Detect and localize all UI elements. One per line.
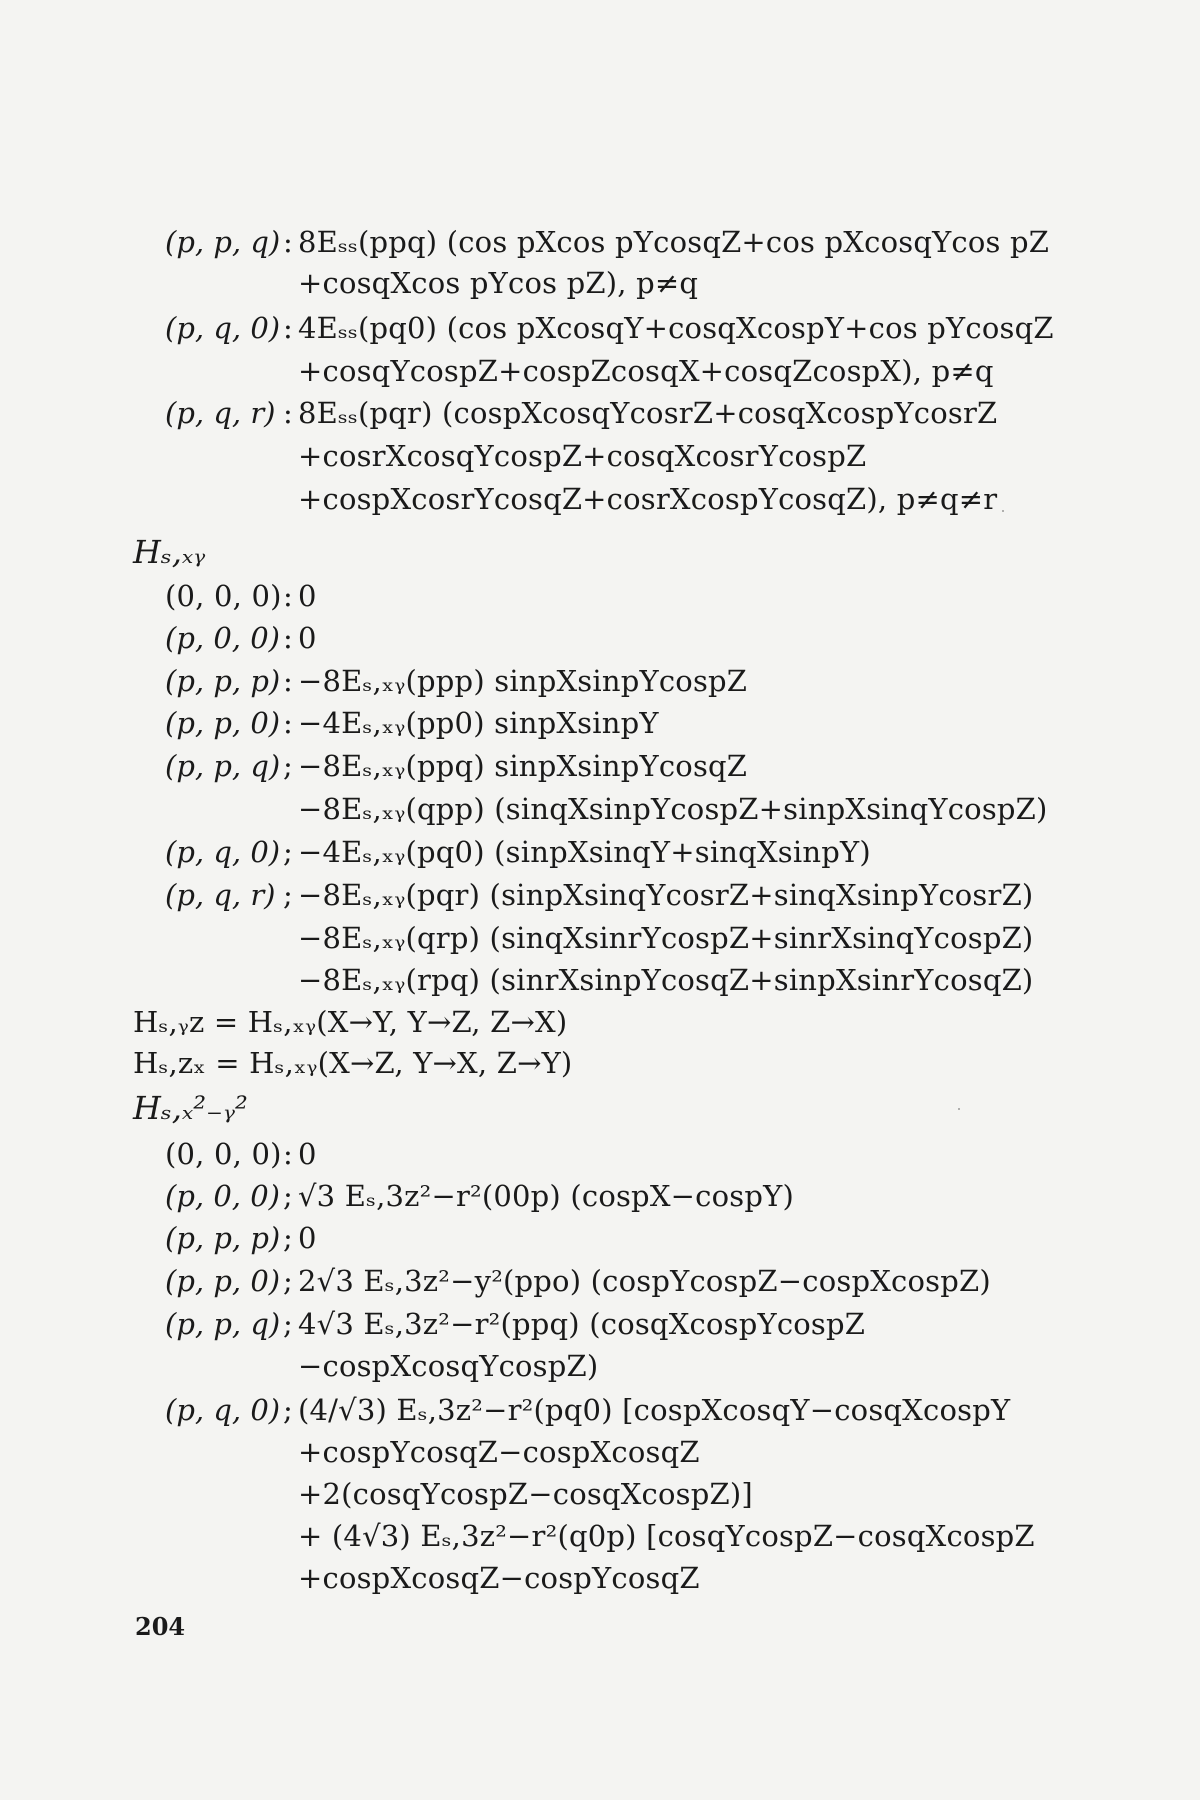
formula-line: +cospYcosqZ−cospXcosqZ xyxy=(298,1435,700,1469)
formula-line: −8Eₛ,ₓᵧ(qpp) (sinqXsinpYcospZ+sinpXsinqYcospZ) xyxy=(298,792,1048,826)
separator: : xyxy=(283,664,293,698)
formula-line: −4Eₛ,ₓᵧ(pp0) sinpXsinpY xyxy=(298,706,659,740)
index-label: (p, 0, 0) xyxy=(165,1179,280,1213)
scan-speck xyxy=(958,1108,960,1110)
formula-line: −8Eₛ,ₓᵧ(rpq) (sinrXsinpYcosqZ+sinpXsinrYcosqZ) xyxy=(298,963,1034,997)
separator: : xyxy=(283,311,293,345)
section-heading: Hₛ,ₓ²₋ᵧ² xyxy=(133,1089,248,1127)
index-label: (p, 0, 0) xyxy=(165,621,280,655)
formula-line: 0 xyxy=(298,621,317,655)
formula-line: +cosrXcosqYcospZ+cosqXcosrYcospZ xyxy=(298,439,867,473)
formula-line: −cospXcosqYcospZ) xyxy=(298,1349,599,1383)
index-label: (0, 0, 0) xyxy=(165,579,282,613)
index-label: (p, p, p) xyxy=(165,664,281,698)
formula-line: +cospXcosrYcosqZ+cosrXcospYcosqZ), p≠q≠r xyxy=(298,482,998,516)
formula-line: 8Eₛₛ(pqr) (cospXcosqYcosrZ+cosqXcospYcosrZ xyxy=(298,396,998,430)
separator: ; xyxy=(283,1221,293,1255)
formula-line: −8Eₛ,ₓᵧ(pqr) (sinpXsinqYcosrZ+sinqXsinpYcosrZ) xyxy=(298,878,1034,912)
separator: : xyxy=(283,621,293,655)
index-label: (p, p, q) xyxy=(165,1307,281,1341)
formula-line: −8Eₛ,ₓᵧ(ppq) sinpXsinpYcosqZ xyxy=(298,749,748,783)
separator: : xyxy=(283,706,293,740)
separator: ; xyxy=(283,1179,293,1213)
separator: ; xyxy=(283,1307,293,1341)
page-number: 204 xyxy=(135,1612,186,1641)
separator: ; xyxy=(283,878,293,912)
index-label: (p, p, q) xyxy=(165,225,281,259)
index-label: (p, p, 0) xyxy=(165,706,281,740)
formula-line: + (4√3) Eₛ,3z²−r²(q0p) [cosqYcospZ−cosqXcospZ xyxy=(298,1519,1035,1553)
separator: ; xyxy=(283,835,293,869)
index-label: (p, p, p) xyxy=(165,1221,281,1255)
index-label: (p, q, 0) xyxy=(165,1393,281,1427)
index-label: (0, 0, 0) xyxy=(165,1137,282,1171)
index-label: (p, p, 0) xyxy=(165,1264,281,1298)
index-label: (p, q, r) xyxy=(165,878,276,912)
formula-line: (4/√3) Eₛ,3z²−r²(pq0) [cospXcosqY−cosqXcospY xyxy=(298,1393,1011,1427)
separator: ; xyxy=(283,1264,293,1298)
separator: : xyxy=(283,579,293,613)
formula-line: 2√3 Eₛ,3z²−y²(ppo) (cospYcospZ−cospXcospZ) xyxy=(298,1264,991,1298)
formula-line: 0 xyxy=(298,1221,317,1255)
relation-line: Hₛ,ᵧz = Hₛ,ₓᵧ(X→Y, Y→Z, Z→X) xyxy=(133,1005,568,1039)
relation-line: Hₛ,zₓ = Hₛ,ₓᵧ(X→Z, Y→X, Z→Y) xyxy=(133,1046,573,1080)
formula-line: +cosqXcos pYcos pZ), p≠q xyxy=(298,266,699,300)
separator: : xyxy=(283,1137,293,1171)
separator: ; xyxy=(283,749,293,783)
separator: ; xyxy=(283,1393,293,1427)
index-label: (p, p, q) xyxy=(165,749,281,783)
index-label: (p, q, 0) xyxy=(165,311,281,345)
formula-line: 4√3 Eₛ,3z²−r²(ppq) (cosqXcospYcospZ xyxy=(298,1307,866,1341)
formula-line: 0 xyxy=(298,579,317,613)
formula-line: +cosqYcospZ+cospZcosqX+cosqZcospX), p≠q xyxy=(298,354,994,388)
scan-speck xyxy=(1002,510,1004,512)
index-label: (p, q, 0) xyxy=(165,835,281,869)
formula-line: +2(cosqYcospZ−cosqXcospZ)] xyxy=(298,1477,753,1511)
formula-line: 4Eₛₛ(pq0) (cos pXcosqY+cosqXcospY+cos pYcosqZ xyxy=(298,311,1054,345)
formula-line: 0 xyxy=(298,1137,317,1171)
formula-line: +cospXcosqZ−cospYcosqZ xyxy=(298,1561,700,1595)
formula-line: √3 Eₛ,3z²−r²(00p) (cospX−cospY) xyxy=(298,1179,794,1213)
index-label: (p, q, r) xyxy=(165,396,276,430)
formula-line: −8Eₛ,ₓᵧ(qrp) (sinqXsinrYcospZ+sinrXsinqYcospZ) xyxy=(298,921,1034,955)
formula-line: 8Eₛₛ(ppq) (cos pXcos pYcosqZ+cos pXcosqYcos pZ xyxy=(298,225,1050,259)
formula-line: −8Eₛ,ₓᵧ(ppp) sinpXsinpYcospZ xyxy=(298,664,748,698)
separator: : xyxy=(283,225,293,259)
separator: : xyxy=(283,396,293,430)
section-heading: Hₛ,ₓᵧ xyxy=(133,533,206,571)
formula-line: −4Eₛ,ₓᵧ(pq0) (sinpXsinqY+sinqXsinpY) xyxy=(298,835,871,869)
